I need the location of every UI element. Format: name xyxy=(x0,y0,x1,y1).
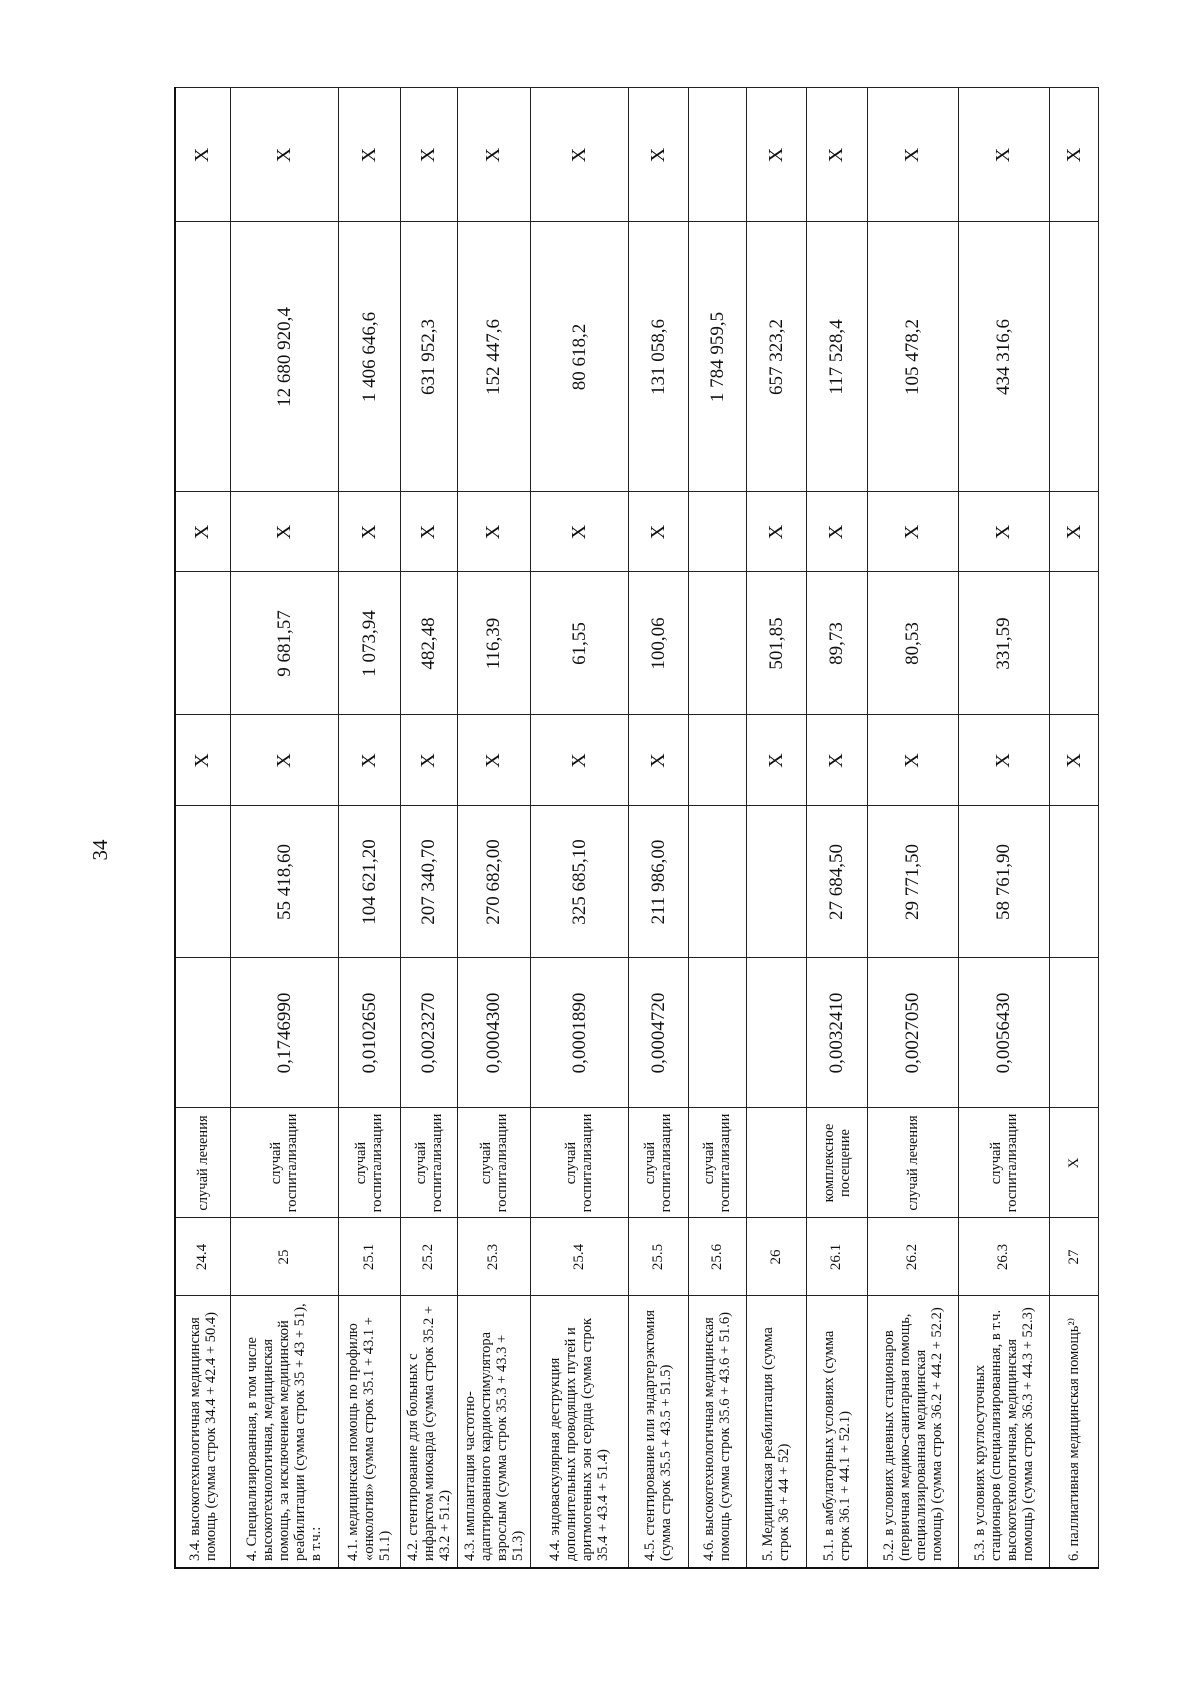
table-row xyxy=(230,88,338,1568)
data-table xyxy=(174,88,1099,1570)
row-name-cell: 4.6. высокотехнологичная медицинская помощь (сумма строк 35.6 + 43.6 + 51.6) xyxy=(689,1296,746,1568)
value-cell-9: 12 680 920,4 xyxy=(230,222,338,492)
row-name-cell: 5.3. в условиях круглосуточных стационаров (специализированная, в т.ч. высокотехнологичная, медицинская помощь) (сумма строк 36.3 + 44.3 + 52.3) xyxy=(958,1296,1049,1568)
row-name-cell: 4.5. стентирование или эндартерэктомия (сумма строк 35.5 + 43.5 + 51.5) xyxy=(628,1296,689,1568)
value-cell-8: Х xyxy=(628,492,689,572)
value-cell-10: Х xyxy=(400,88,457,222)
value-cell-7 xyxy=(1050,572,1099,715)
value-cell-6: Х xyxy=(338,715,400,806)
table-row xyxy=(628,88,689,1568)
value-cell-6: Х xyxy=(628,715,689,806)
table-row xyxy=(807,88,868,1568)
row-code-cell: 25.6 xyxy=(689,1218,746,1296)
value-cell-8: Х xyxy=(400,492,457,572)
value-cell-8: Х xyxy=(958,492,1049,572)
value-cell-9: 657 323,2 xyxy=(746,222,807,492)
norm-cell: 0,0027050 xyxy=(867,958,958,1108)
value-cell-7: 80,53 xyxy=(867,572,958,715)
value-cell-6: Х xyxy=(958,715,1049,806)
value-cell-10: Х xyxy=(958,88,1049,222)
norm-cell: 0,0004300 xyxy=(457,958,530,1108)
table-row xyxy=(746,88,807,1568)
value-cell-9: 131 058,6 xyxy=(628,222,689,492)
unit-cell: случай лечения xyxy=(867,1108,958,1218)
value-cell-6 xyxy=(689,715,746,806)
row-name-cell: 4.1. медицинская помощь по профилю «онкология» (сумма строк 35.1 + 43.1 + 51.1) xyxy=(338,1296,400,1568)
value-cell-10: Х xyxy=(338,88,400,222)
norm-cell: 0,0056430 xyxy=(958,958,1049,1108)
unit-cell: случай госпитализации xyxy=(338,1108,400,1218)
row-code-cell: 26.1 xyxy=(807,1218,868,1296)
cost-cell: 270 682,00 xyxy=(457,806,530,958)
value-cell-7 xyxy=(689,572,746,715)
value-cell-6: Х xyxy=(230,715,338,806)
table-row xyxy=(958,88,1049,1568)
value-cell-8: Х xyxy=(457,492,530,572)
norm-cell: 0,0001890 xyxy=(531,958,629,1108)
value-cell-9: 1 784 959,5 xyxy=(689,222,746,492)
value-cell-10: Х xyxy=(531,88,629,222)
row-name-cell: 4.3. имплантация частотно-адаптированного кардиостимулятора взрослым (сумма строк 35.3 + 43.3 + 51.3) xyxy=(457,1296,530,1568)
value-cell-10 xyxy=(689,88,746,222)
value-cell-9: 152 447,6 xyxy=(457,222,530,492)
row-name-cell: 5. Медицинская реабилитация (сумма строк 36 + 44 + 52) xyxy=(746,1296,807,1568)
value-cell-10: Х xyxy=(1050,88,1099,222)
row-name-cell: 5.1. в амбулаторных условиях (сумма строк 36.1 + 44.1 + 52.1) xyxy=(807,1296,868,1568)
value-cell-7: 331,59 xyxy=(958,572,1049,715)
cost-cell xyxy=(175,806,230,958)
row-code-cell: 26 xyxy=(746,1218,807,1296)
value-cell-7: 89,73 xyxy=(807,572,868,715)
value-cell-6: Х xyxy=(746,715,807,806)
norm-cell xyxy=(175,958,230,1108)
value-cell-7: 482,48 xyxy=(400,572,457,715)
row-code-cell: 25.3 xyxy=(457,1218,530,1296)
value-cell-7: 116,39 xyxy=(457,572,530,715)
norm-cell xyxy=(746,958,807,1108)
value-cell-9: 105 478,2 xyxy=(867,222,958,492)
unit-cell: случай госпитализации xyxy=(958,1108,1049,1218)
unit-cell xyxy=(746,1108,807,1218)
value-cell-10: Х xyxy=(807,88,868,222)
row-name-cell: 6. паллиативная медицинская помощь²⁾ xyxy=(1050,1296,1099,1568)
cost-cell: 29 771,50 xyxy=(867,806,958,958)
rotated-table-container xyxy=(174,89,1099,1569)
value-cell-9: 80 618,2 xyxy=(531,222,629,492)
value-cell-8: Х xyxy=(230,492,338,572)
row-code-cell: 25.4 xyxy=(531,1218,629,1296)
cost-cell: 211 986,00 xyxy=(628,806,689,958)
unit-cell: случай госпитализации xyxy=(400,1108,457,1218)
cost-cell: 104 621,20 xyxy=(338,806,400,958)
table-row xyxy=(867,88,958,1568)
value-cell-7: 9 681,57 xyxy=(230,572,338,715)
table-row xyxy=(1050,88,1099,1568)
row-code-cell: 25 xyxy=(230,1218,338,1296)
norm-cell: 0,1746990 xyxy=(230,958,338,1108)
value-cell-6: Х xyxy=(1050,715,1099,806)
value-cell-8: Х xyxy=(807,492,868,572)
value-cell-8: Х xyxy=(175,492,230,572)
unit-cell: случай госпитализации xyxy=(689,1108,746,1218)
value-cell-7: 501,85 xyxy=(746,572,807,715)
value-cell-6: Х xyxy=(457,715,530,806)
value-cell-8: Х xyxy=(867,492,958,572)
value-cell-10: Х xyxy=(457,88,530,222)
value-cell-7: 61,55 xyxy=(531,572,629,715)
value-cell-8: Х xyxy=(531,492,629,572)
value-cell-10: Х xyxy=(746,88,807,222)
page-number: 34 xyxy=(88,839,112,861)
row-code-cell: 26.3 xyxy=(958,1218,1049,1296)
table-row xyxy=(400,88,457,1568)
value-cell-7 xyxy=(175,572,230,715)
value-cell-9 xyxy=(175,222,230,492)
unit-cell: случай лечения xyxy=(175,1108,230,1218)
value-cell-7: 1 073,94 xyxy=(338,572,400,715)
value-cell-7: 100,06 xyxy=(628,572,689,715)
cost-cell xyxy=(689,806,746,958)
unit-cell: случай госпитализации xyxy=(457,1108,530,1218)
norm-cell xyxy=(1050,958,1099,1108)
row-code-cell: 25.2 xyxy=(400,1218,457,1296)
cost-cell: 58 761,90 xyxy=(958,806,1049,958)
value-cell-8 xyxy=(689,492,746,572)
row-code-cell: 25.5 xyxy=(628,1218,689,1296)
table-row xyxy=(689,88,746,1568)
value-cell-6: Х xyxy=(531,715,629,806)
norm-cell: 0,0102650 xyxy=(338,958,400,1108)
table-row xyxy=(338,88,400,1568)
table-row xyxy=(175,88,230,1568)
value-cell-9 xyxy=(1050,222,1099,492)
unit-cell: случай госпитализации xyxy=(628,1108,689,1218)
value-cell-8: Х xyxy=(338,492,400,572)
table-row xyxy=(531,88,629,1568)
row-name-cell: 5.2. в условиях дневных стационаров (первичная медико-санитарная помощь, специализированная медицинская помощь) (сумма строк 36.2 + 44.2 + 52.2) xyxy=(867,1296,958,1568)
row-code-cell: 26.2 xyxy=(867,1218,958,1296)
row-code-cell: 27 xyxy=(1050,1218,1099,1296)
value-cell-10: Х xyxy=(230,88,338,222)
value-cell-8: Х xyxy=(1050,492,1099,572)
value-cell-9: 1 406 646,6 xyxy=(338,222,400,492)
value-cell-10: Х xyxy=(867,88,958,222)
value-cell-9: 434 316,6 xyxy=(958,222,1049,492)
cost-cell: 55 418,60 xyxy=(230,806,338,958)
row-name-cell: 3.4. высокотехнологичная медицинская помощь (сумма строк 34.4 + 42.4 + 50.4) xyxy=(175,1296,230,1568)
norm-cell xyxy=(689,958,746,1108)
value-cell-10: Х xyxy=(175,88,230,222)
value-cell-6: Х xyxy=(175,715,230,806)
row-name-cell: 4.4. эндоваскулярная деструкция дополнительных проводящих путей и аритмогенных зон сердца (сумма строк 35.4 + 43.4 + 51.4) xyxy=(531,1296,629,1568)
norm-cell: 0,0004720 xyxy=(628,958,689,1108)
norm-cell: 0,0023270 xyxy=(400,958,457,1108)
unit-cell: случай госпитализации xyxy=(531,1108,629,1218)
table-body xyxy=(175,88,1099,1568)
norm-cell: 0,0032410 xyxy=(807,958,868,1108)
cost-cell xyxy=(1050,806,1099,958)
value-cell-10: Х xyxy=(628,88,689,222)
value-cell-9: 631 952,3 xyxy=(400,222,457,492)
unit-cell: Х xyxy=(1050,1108,1099,1218)
cost-cell: 325 685,10 xyxy=(531,806,629,958)
value-cell-6: Х xyxy=(807,715,868,806)
value-cell-6: Х xyxy=(867,715,958,806)
value-cell-8: Х xyxy=(746,492,807,572)
row-name-cell: 4. Специализированная, в том числе высокотехнологичная, медицинская помощь, за исключением медицинской реабилитации (сумма строк 35 + 43 + 51), в т.ч.: xyxy=(230,1296,338,1568)
row-code-cell: 25.1 xyxy=(338,1218,400,1296)
value-cell-9: 117 528,4 xyxy=(807,222,868,492)
table-row xyxy=(457,88,530,1568)
unit-cell: комплексное посещение xyxy=(807,1108,868,1218)
value-cell-6: Х xyxy=(400,715,457,806)
cost-cell: 207 340,70 xyxy=(400,806,457,958)
unit-cell: случай госпитализации xyxy=(230,1108,338,1218)
row-name-cell: 4.2. стентирование для больных с инфарктом миокарда (сумма строк 35.2 + 43.2 + 51.2) xyxy=(400,1296,457,1568)
row-code-cell: 24.4 xyxy=(175,1218,230,1296)
cost-cell: 27 684,50 xyxy=(807,806,868,958)
cost-cell xyxy=(746,806,807,958)
